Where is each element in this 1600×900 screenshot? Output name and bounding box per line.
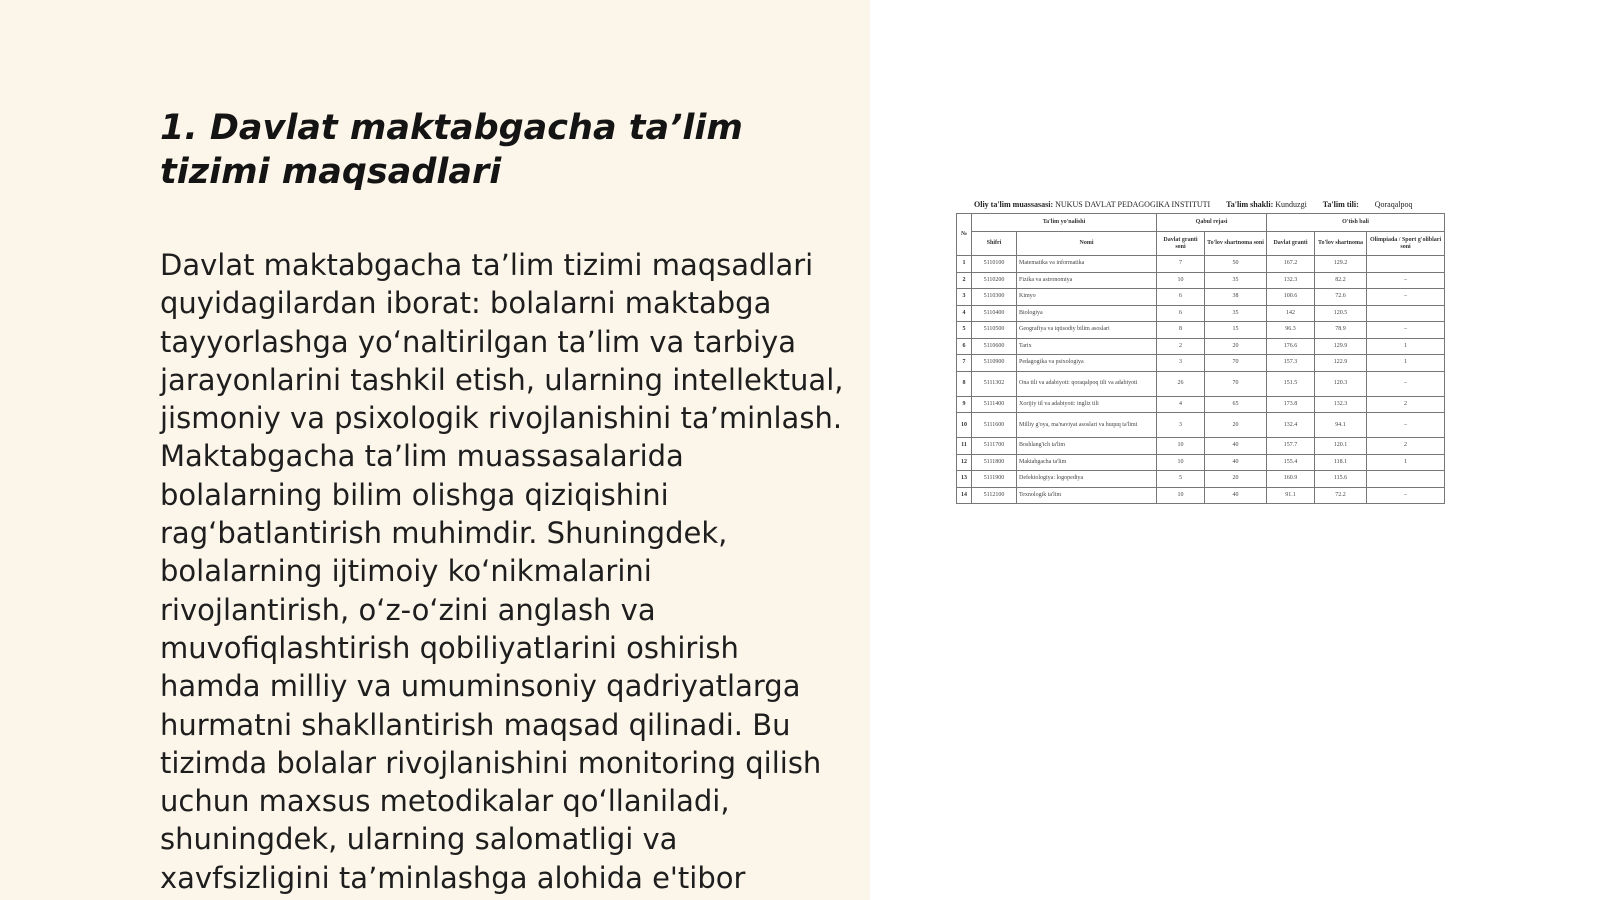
row-grant-score: 155.4 (1267, 454, 1315, 471)
contract-score-header: To'lov shartnoma (1315, 232, 1367, 256)
institution-label: Oliy ta'lim muassasasi: (974, 200, 1054, 209)
row-code: 5110100 (972, 256, 1017, 273)
document-header (956, 198, 1444, 212)
row-code: 5111900 (972, 471, 1017, 488)
row-name: Kimyo (1017, 289, 1157, 306)
table-row (957, 289, 1445, 306)
grant-score-header: Davlat granti (1267, 232, 1315, 256)
row-name: Geografiya va iqtisodiy bilim asoslari (1017, 322, 1157, 339)
row-grant-score: 100.6 (1267, 289, 1315, 306)
row-grant-score: 96.3 (1267, 322, 1315, 339)
row-contract-count: 65 (1205, 396, 1267, 413)
row-contract-count: 20 (1205, 338, 1267, 355)
row-olympiad: 1 (1367, 454, 1445, 471)
row-contract-count: 35 (1205, 272, 1267, 289)
row-number: 14 (957, 487, 972, 504)
row-olympiad: – (1367, 413, 1445, 438)
row-contract-score: 120.3 (1315, 371, 1367, 396)
row-olympiad: – (1367, 272, 1445, 289)
row-code: 5110400 (972, 305, 1017, 322)
row-contract-count: 20 (1205, 413, 1267, 438)
name-header: Nomi (1017, 232, 1157, 256)
row-olympiad: 2 (1367, 396, 1445, 413)
row-grant-score: 151.5 (1267, 371, 1315, 396)
row-contract-score: 72.6 (1315, 289, 1367, 306)
table-row (957, 413, 1445, 438)
language-value: Qoraqalpoq (1374, 200, 1413, 209)
row-name: Biologiya (1017, 305, 1157, 322)
row-grant-score: 173.8 (1267, 396, 1315, 413)
row-name: Xorijiy til va adabiyoti: ingliz tili (1017, 396, 1157, 413)
row-name: Pedagogika va psixologiya (1017, 355, 1157, 372)
row-contract-count: 15 (1205, 322, 1267, 339)
admission-table-image (956, 198, 1444, 510)
table-row (957, 438, 1445, 455)
form-label: Ta'lim shakli: (1226, 200, 1274, 209)
row-contract-score: 115.6 (1315, 471, 1367, 488)
contract-count-header: To'lov shartnoma soni (1205, 232, 1267, 256)
row-code: 5110300 (972, 289, 1017, 306)
row-name: Ona tili va adabiyoti: qoraqalpoq tili va adabiyoti (1017, 371, 1157, 396)
row-name: Texnologik ta'lim (1017, 487, 1157, 504)
row-number: 13 (957, 471, 972, 488)
row-grant-count: 4 (1157, 396, 1205, 413)
row-number: 3 (957, 289, 972, 306)
row-number: 10 (957, 413, 972, 438)
row-grant-count: 8 (1157, 322, 1205, 339)
institution-value: NUKUS DAVLAT PEDAGOGIKA INSTITUTI (1055, 200, 1211, 209)
row-grant-score: 176.6 (1267, 338, 1315, 355)
row-contract-count: 50 (1205, 256, 1267, 273)
direction-header: Ta'lim yo'nalishi (972, 214, 1157, 232)
row-olympiad (1367, 256, 1445, 273)
row-name: Milliy g'oya, ma'naviyat asoslari va huquq ta'limi (1017, 413, 1157, 438)
row-contract-score: 122.9 (1315, 355, 1367, 372)
row-olympiad: 1 (1367, 355, 1445, 372)
row-number: 6 (957, 338, 972, 355)
row-grant-score: 160.9 (1267, 471, 1315, 488)
row-name: Maktabgacha ta'lim (1017, 454, 1157, 471)
table-row (957, 272, 1445, 289)
row-number: 2 (957, 272, 972, 289)
row-contract-count: 70 (1205, 355, 1267, 372)
number-header: № (957, 214, 972, 256)
row-grant-count: 3 (1157, 355, 1205, 372)
row-number: 11 (957, 438, 972, 455)
row-contract-score: 132.3 (1315, 396, 1367, 413)
row-code: 5110500 (972, 322, 1017, 339)
row-code: 5112100 (972, 487, 1017, 504)
row-name: Fizika va astronomiya (1017, 272, 1157, 289)
form-value: Kunduzgi (1275, 200, 1307, 209)
row-number: 12 (957, 454, 972, 471)
row-contract-count: 70 (1205, 371, 1267, 396)
row-olympiad: 1 (1367, 338, 1445, 355)
code-header: Shifri (972, 232, 1017, 256)
row-contract-count: 40 (1205, 454, 1267, 471)
row-contract-score: 129.9 (1315, 338, 1367, 355)
language-label: Ta'lim tili: (1322, 200, 1359, 209)
row-number: 1 (957, 256, 972, 273)
row-number: 9 (957, 396, 972, 413)
row-code: 5111600 (972, 413, 1017, 438)
row-contract-score: 120.5 (1315, 305, 1367, 322)
table-body (957, 256, 1445, 504)
table-row (957, 471, 1445, 488)
row-code: 5111400 (972, 396, 1017, 413)
row-contract-score: 72.2 (1315, 487, 1367, 504)
row-grant-count: 26 (1157, 371, 1205, 396)
row-number: 4 (957, 305, 972, 322)
row-grant-score: 157.7 (1267, 438, 1315, 455)
row-code: 5111800 (972, 454, 1017, 471)
row-contract-score: 82.2 (1315, 272, 1367, 289)
table-row (957, 355, 1445, 372)
row-code: 5111700 (972, 438, 1017, 455)
row-grant-count: 6 (1157, 305, 1205, 322)
row-code: 5111302 (972, 371, 1017, 396)
row-contract-count: 35 (1205, 305, 1267, 322)
row-contract-score: 129.2 (1315, 256, 1367, 273)
row-olympiad: 2 (1367, 438, 1445, 455)
row-grant-score: 132.3 (1267, 272, 1315, 289)
row-grant-score: 132.4 (1267, 413, 1315, 438)
table-row (957, 371, 1445, 396)
row-grant-count: 2 (1157, 338, 1205, 355)
row-name: Boshlang'ich ta'lim (1017, 438, 1157, 455)
row-contract-count: 38 (1205, 289, 1267, 306)
slide-body-text: Davlat maktabgacha ta’lim tizimi maqsadlari quyidagilardan iborat: bolalarni maktabga tayyorlashga yo‘naltirilgan ta’lim va tarbiya jarayonlarini tashkil etish, ularning intellektual, jismoniy va psixologik rivojlanishini ta’minlash. Maktabgacha ta’lim muassasalarida bolalarning bilim olishga qiziqishini rag‘batlantirish muhimdir. Shuningdek, bolalarning ijtimoiy ko‘nikmalarini rivojlantirish, o‘z-o‘zini anglash va muvofiqlashtirish qobiliyatlarini oshirish hamda milliy va umuminsoniy qadriyatlarga hurmatni shakllantirish maqsad qilinadi. Bu tizimda bolalar rivojlanishini monitoring qilish uchun maxsus metodikalar qo‘llaniladi, shuningdek, ularning salomatligi va xavfsizligini ta’minlashga alohida e'tibor (160, 248, 844, 895)
row-olympiad (1367, 471, 1445, 488)
row-code: 5110600 (972, 338, 1017, 355)
row-grant-score: 167.2 (1267, 256, 1315, 273)
admission-header: Qabul rejasi (1157, 214, 1267, 232)
row-olympiad: – (1367, 371, 1445, 396)
row-contract-count: 20 (1205, 471, 1267, 488)
row-number: 8 (957, 371, 972, 396)
row-olympiad: – (1367, 487, 1445, 504)
row-grant-count: 6 (1157, 289, 1205, 306)
row-olympiad: – (1367, 322, 1445, 339)
row-grant-score: 142 (1267, 305, 1315, 322)
row-grant-count: 10 (1157, 438, 1205, 455)
row-grant-count: 7 (1157, 256, 1205, 273)
row-contract-score: 118.1 (1315, 454, 1367, 471)
table-row (957, 305, 1445, 322)
table-row (957, 322, 1445, 339)
row-contract-score: 94.1 (1315, 413, 1367, 438)
row-grant-count: 10 (1157, 454, 1205, 471)
slide-title: 1. Davlat maktabgacha ta’lim tizimi maqsadlari (160, 108, 743, 192)
row-grant-count: 3 (1157, 413, 1205, 438)
grant-count-header: Davlat granti soni (1157, 232, 1205, 256)
table-row (957, 487, 1445, 504)
table-row (957, 396, 1445, 413)
row-name: Matematika va informatika (1017, 256, 1157, 273)
row-grant-count: 5 (1157, 471, 1205, 488)
row-code: 5110200 (972, 272, 1017, 289)
row-contract-score: 120.1 (1315, 438, 1367, 455)
row-grant-count: 10 (1157, 487, 1205, 504)
row-name: Defektologiya: logopediya (1017, 471, 1157, 488)
row-number: 5 (957, 322, 972, 339)
row-olympiad: – (1367, 289, 1445, 306)
table-row (957, 338, 1445, 355)
olympiad-header: Olimpiada / Sport g'oliblari soni (1367, 232, 1445, 256)
row-contract-count: 40 (1205, 487, 1267, 504)
row-olympiad (1367, 305, 1445, 322)
row-number: 7 (957, 355, 972, 372)
table-row (957, 454, 1445, 471)
admission-table (956, 213, 1445, 504)
row-contract-score: 78.9 (1315, 322, 1367, 339)
row-grant-count: 10 (1157, 272, 1205, 289)
row-name: Tarix (1017, 338, 1157, 355)
table-row (957, 256, 1445, 273)
row-code: 5110900 (972, 355, 1017, 372)
row-grant-score: 157.3 (1267, 355, 1315, 372)
row-contract-count: 40 (1205, 438, 1267, 455)
passing-score-header: O'tish bali (1267, 214, 1445, 232)
row-grant-score: 91.1 (1267, 487, 1315, 504)
